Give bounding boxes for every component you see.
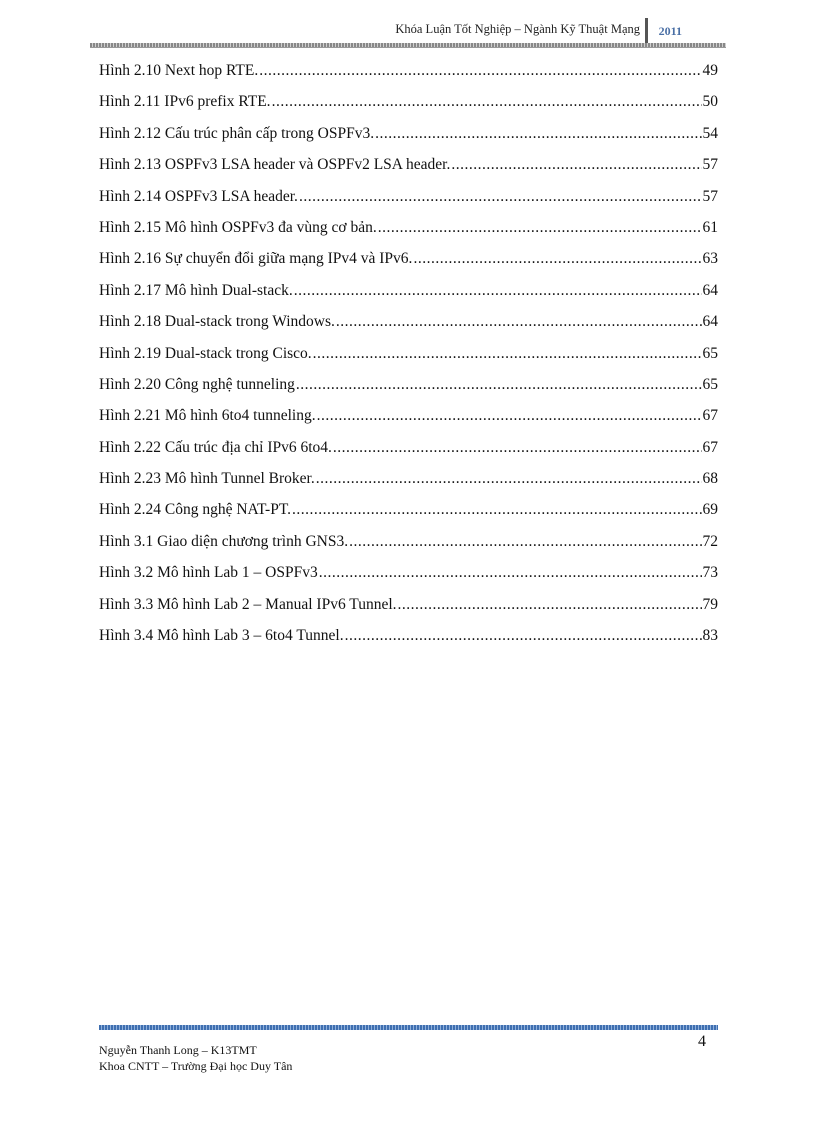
toc-leader-dots xyxy=(317,407,702,425)
toc-leader-dots xyxy=(319,564,702,582)
toc-leader-dots xyxy=(398,596,702,614)
toc-leader-dots xyxy=(294,282,702,300)
toc-entry-page: 61 xyxy=(702,218,718,236)
toc-entry-page: 57 xyxy=(702,187,718,205)
toc-entry-page: 73 xyxy=(702,564,718,582)
toc-entry-label: Hình 2.10 Next hop RTE. xyxy=(99,62,259,79)
toc-entry[interactable] xyxy=(99,125,718,156)
toc-entry-label: Hình 2.13 OSPFv3 LSA header và OSPFv2 LSA header. xyxy=(99,156,451,174)
toc-entry[interactable] xyxy=(99,282,718,313)
toc-entry-page: 64 xyxy=(702,313,718,331)
figure-list xyxy=(99,62,718,658)
toc-entry[interactable] xyxy=(99,93,718,124)
toc-entry-label: Hình 2.20 Công nghệ tunneling xyxy=(99,375,295,393)
toc-entry-page: 68 xyxy=(702,470,718,488)
toc-entry-label: Hình 2.19 Dual-stack trong Cisco. xyxy=(99,344,312,362)
toc-entry-label: Hình 2.11 IPv6 prefix RTE. xyxy=(99,93,271,111)
toc-entry-label: Hình 2.18 Dual-stack trong Windows. xyxy=(99,313,335,331)
toc-entry-page: 67 xyxy=(702,407,718,425)
toc-entry-page: 72 xyxy=(702,532,718,550)
toc-entry[interactable] xyxy=(99,219,718,250)
toc-leader-dots xyxy=(296,376,702,394)
toc-entry-label: Hình 3.2 Mô hình Lab 1 – OSPFv3 xyxy=(99,564,318,582)
toc-entry-label: Hình 2.21 Mô hình 6to4 tunneling. xyxy=(99,407,316,425)
toc-entry[interactable] xyxy=(99,596,718,627)
header-rule xyxy=(90,43,726,48)
toc-entry[interactable] xyxy=(99,407,718,438)
toc-entry-label: Hình 2.16 Sự chuyển đổi giữa mạng IPv4 và IPv6. xyxy=(99,250,413,268)
toc-entry-label: Hình 2.15 Mô hình OSPFv3 đa vùng cơ bản. xyxy=(99,218,377,236)
footer-organization: Khoa CNTT – Trường Đại học Duy Tân xyxy=(99,1059,293,1073)
toc-entry-page: 54 xyxy=(702,124,718,142)
page-header xyxy=(90,18,726,46)
toc-entry-label: Hình 3.4 Mô hình Lab 3 – 6to4 Tunnel. xyxy=(99,627,344,645)
toc-entry[interactable] xyxy=(99,345,718,376)
toc-entry-page: 49 xyxy=(702,62,718,79)
toc-entry-page: 64 xyxy=(702,281,718,299)
toc-leader-dots xyxy=(259,62,701,80)
toc-entry[interactable] xyxy=(99,501,718,532)
header-separator xyxy=(645,18,648,44)
header-title: Khóa Luận Tốt Nghiệp – Ngành Kỹ Thuật Mạng xyxy=(395,22,640,36)
toc-entry-label: Hình 2.12 Cấu trúc phân cấp trong OSPFv3. xyxy=(99,124,375,142)
toc-leader-dots xyxy=(316,470,702,488)
toc-entry[interactable] xyxy=(99,188,718,219)
toc-leader-dots xyxy=(313,345,702,363)
toc-entry-page: 63 xyxy=(702,250,718,268)
toc-entry[interactable] xyxy=(99,250,718,281)
toc-entry[interactable] xyxy=(99,439,718,470)
toc-entry[interactable] xyxy=(99,470,718,501)
toc-leader-dots xyxy=(349,533,701,551)
toc-entry-label: Hình 3.1 Giao diện chương trình GNS3. xyxy=(99,532,349,550)
toc-leader-dots xyxy=(451,156,701,174)
toc-leader-dots xyxy=(336,313,702,331)
page-number: 4 xyxy=(698,1033,706,1050)
toc-leader-dots xyxy=(375,125,701,143)
toc-entry-label: Hình 2.17 Mô hình Dual-stack. xyxy=(99,281,293,299)
toc-entry-label: Hình 2.23 Mô hình Tunnel Broker. xyxy=(99,470,315,488)
toc-entry[interactable] xyxy=(99,376,718,407)
header-year: 2011 xyxy=(658,24,682,38)
toc-entry-page: 67 xyxy=(702,438,718,456)
toc-leader-dots xyxy=(292,501,701,519)
toc-leader-dots xyxy=(333,439,702,457)
toc-entry[interactable] xyxy=(99,156,718,187)
toc-entry-page: 79 xyxy=(702,595,718,613)
toc-entry-page: 57 xyxy=(702,156,718,174)
toc-leader-dots xyxy=(299,188,702,206)
toc-entry-label: Hình 2.22 Cấu trúc địa chỉ IPv6 6to4. xyxy=(99,438,332,456)
toc-entry[interactable] xyxy=(99,533,718,564)
toc-entry-label: Hình 2.24 Công nghệ NAT-PT. xyxy=(99,501,292,519)
toc-entry-label: Hình 2.14 OSPFv3 LSA header. xyxy=(99,187,298,205)
toc-leader-dots xyxy=(378,219,702,237)
toc-entry[interactable] xyxy=(99,313,718,344)
toc-entry-page: 69 xyxy=(702,501,718,519)
toc-entry[interactable] xyxy=(99,564,718,595)
toc-leader-dots xyxy=(345,627,702,645)
toc-entry[interactable] xyxy=(99,62,718,93)
toc-entry-label: Hình 3.3 Mô hình Lab 2 – Manual IPv6 Tunnel. xyxy=(99,595,397,613)
toc-entry-page: 83 xyxy=(702,627,718,645)
toc-entry-page: 50 xyxy=(702,93,718,111)
toc-leader-dots xyxy=(272,93,702,111)
footer-rule xyxy=(99,1025,718,1030)
toc-entry-page: 65 xyxy=(702,375,718,393)
toc-entry-page: 65 xyxy=(702,344,718,362)
footer-author: Nguyễn Thanh Long – K13TMT xyxy=(99,1043,257,1057)
toc-entry[interactable] xyxy=(99,627,718,658)
toc-leader-dots xyxy=(413,250,701,268)
